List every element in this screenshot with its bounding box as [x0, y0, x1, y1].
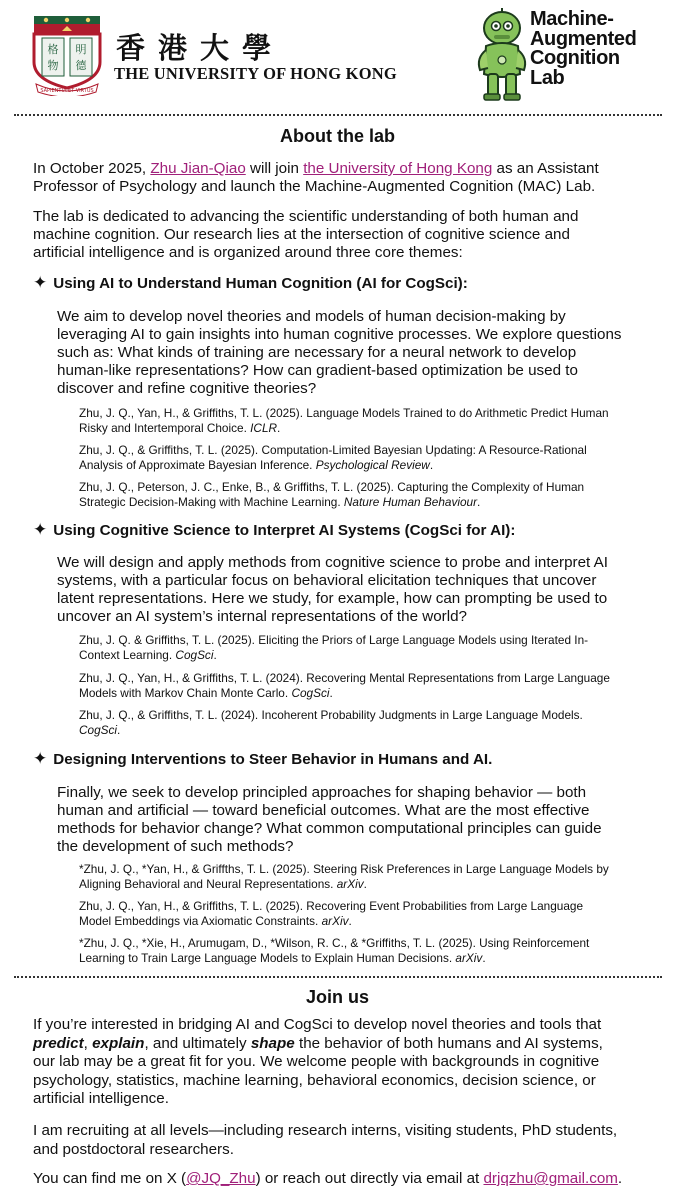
reference-venue: CogSci: [79, 723, 118, 738]
svg-text:SAPIENTIA ET VIRTUS: SAPIENTIA ET VIRTUS: [40, 88, 94, 94]
reference-line: Model Embeddings via Axiomatic Constraints.: [79, 914, 319, 929]
reference-line: Zhu, J. Q., & Griffiths, T. L. (2025). Computation-Limited Bayesian Updating: A Resource-Rational: [79, 443, 587, 457]
about-paragraph: [33, 208, 663, 262]
paragraph-line: We aim to develop novel theories and models of human decision-making by: [57, 308, 566, 325]
paragraph-line: the development of such methods?: [57, 838, 294, 855]
reference-line: Zhu, J. Q., & Griffiths, T. L. (2024). Incoherent Probability Judgments in Large Language Models.: [79, 708, 583, 722]
zhu-name-link[interactable]: Zhu Jian-Qiao: [150, 160, 246, 177]
lab-name-line: Lab: [530, 66, 565, 89]
star-icon: ✦: [33, 520, 48, 539]
paragraph-line: uncover an AI system’s internal representations of the world?: [57, 608, 468, 625]
theme-heading: [33, 750, 492, 769]
reference-venue: Psychological Review: [315, 458, 430, 473]
reference-line: Strategic Decision-Making with Machine Learning.: [79, 495, 341, 510]
svg-text:格: 格: [47, 43, 59, 56]
paragraph-line: methods for behavior change? What common computational principles can guide: [57, 820, 602, 837]
paragraph-line: artificial intelligence and is organized around three core themes:: [33, 244, 463, 261]
reference-line: Learning to Train Large Language Models to Explain Human Decisions.: [79, 951, 453, 966]
intro-text: Professor of Psychology and launch the Machine-Augmented Cognition (MAC) Lab.: [33, 178, 596, 195]
reference-venue: arXiv: [455, 951, 483, 966]
paragraph-line: machine cognition. Our research lies at the intersection of cognitive science and: [33, 226, 570, 243]
contact-line: [33, 1170, 663, 1188]
reference-item: Zhu, J. Q., Yan, H., & Griffiths, T. L. (2024). Recovering Mental Representations from Large Language Models with Markov Chain Monte Carlo. CogSci.: [79, 671, 654, 701]
reference-item: Zhu, J. Q., Peterson, J. C., Enke, B., & Griffiths, T. L. (2025). Capturing the Complexity of Human Strategic Decision-Making with Machine Learning. Nature Human Behaviour.: [79, 480, 654, 510]
lab-name-line: Machine-: [530, 8, 614, 30]
reference-venue: CogSci: [175, 648, 214, 663]
paragraph-line: Finally, we seek to develop principled approaches for shaping behavior — both: [57, 784, 587, 801]
reference-line: Zhu, J. Q. & Griffiths, T. L. (2025). Eliciting the Priors of Large Language Models using Iterated In-: [79, 633, 589, 647]
section-divider: [14, 976, 662, 978]
reference-item: Zhu, J. Q., & Griffiths, T. L. (2025). Computation-Limited Bayesian Updating: A Resource-Rational Analysis of Approximate Bayesian Inference. Psychological Review.: [79, 443, 654, 473]
reference-line: Risky and Intertemporal Choice.: [79, 421, 247, 436]
reference-line: *Zhu, J. Q., *Yan, H., & Griffths, T. L. (2025). Steering Risk Preferences in Large Language Models by: [79, 862, 609, 876]
reference-item: Zhu, J. Q., Yan, H., & Griffiths, T. L. (2025). Language Models Trained to do Arithmetic Predict Human Risky and Intertemporal Choice. ICLR.: [79, 406, 654, 436]
hku-english-name: THE UNIVERSITY OF HONG KONG: [114, 64, 397, 83]
paragraph-line: and postdoctoral researchers.: [33, 1140, 234, 1158]
reference-line: Analysis of Approximate Bayesian Inference.: [79, 458, 313, 473]
join-title: Join us: [305, 987, 369, 1007]
theme-heading: [33, 521, 515, 540]
theme-title: Designing Interventions to Steer Behavior in Humans and AI.: [53, 751, 493, 768]
hku-link[interactable]: the University of Hong Kong: [303, 160, 493, 177]
star-icon: ✦: [33, 273, 48, 292]
paragraph-line: psychology, statistics, machine learning, behavioral economics, decision science, or: [33, 1071, 596, 1089]
section-divider: [14, 114, 662, 116]
emphasis-word: predict: [33, 1034, 84, 1052]
paragraph-line: The lab is dedicated to advancing the scientific understanding of both human and: [33, 208, 579, 225]
emphasis-word: shape: [250, 1034, 295, 1052]
reference-venue: arXiv: [336, 877, 364, 892]
reference-item: Zhu, J. Q., Yan, H., & Griffiths, T. L. (2025). Recovering Event Probabilities from Large Language Model Embeddings via Axiomatic Constraints. arXiv.: [79, 899, 654, 929]
reference-line: Aligning Behavioral and Neural Representations.: [79, 877, 334, 892]
theme-title: Using Cognitive Science to Interpret AI Systems (CogSci for AI):: [53, 522, 516, 539]
about-intro: [33, 160, 663, 196]
reference-line: Zhu, J. Q., Yan, H., & Griffiths, T. L. (2025). Recovering Event Probabilities from Large Language: [79, 899, 584, 913]
emphasis-word: explain: [92, 1034, 145, 1052]
paragraph-line: our lab may be a great fit for you. We welcome people with backgrounds in cognitive: [33, 1053, 600, 1071]
paragraph-line: artificial intelligence.: [33, 1090, 169, 1108]
theme-heading: [33, 274, 468, 293]
contact-text: ) or reach out directly via email at: [255, 1170, 480, 1187]
contact-text: .: [617, 1170, 623, 1187]
reference-venue: Nature Human Behaviour: [343, 495, 478, 510]
hku-crest-logo: [32, 14, 102, 96]
paragraph-line: I am recruiting at all levels—including research interns, visiting students, PhD students,: [33, 1122, 618, 1139]
reference-line: Models with Markov Chain Monte Carlo.: [79, 686, 289, 701]
paragraph-line: latent representations. Here we study, for example, how can prompting be used to: [57, 590, 608, 607]
paragraph-line: human-like representations? How can gradient-based optimization be used to: [57, 362, 578, 379]
reference-line: Zhu, J. Q., Peterson, J. C., Enke, B., & Griffiths, T. L. (2025). Capturing the Complexity of Human: [79, 480, 585, 494]
paragraph-line: We will design and apply methods from cognitive science to probe and interpret AI: [57, 554, 608, 571]
paragraph-line: leveraging AI to gain insights into human cognitive processes. We explore questions: [57, 326, 622, 343]
reference-venue: arXiv: [321, 914, 349, 929]
svg-text:明: 明: [75, 43, 87, 56]
lab-name-line: Cognition: [530, 47, 620, 69]
join-paragraph: If you’re interested in bridging AI and CogSci to develop novel theories and tools that predict, explain, and ultimately shape the behavior of both humans and AI systems, our lab may be a great fit for you. We welcome people with backgrounds in cognitive psychology, statistics, machine learning, behavioral economics, decision science, or artificial intelligence.: [33, 1016, 663, 1109]
paragraph-line: discover and refine cognitive theories?: [57, 380, 317, 397]
reference-item: *Zhu, J. Q., *Xie, H., Arumugam, D., *Wilson, R. C., & *Griffiths, T. L. (2025). Using Reinforcement Learning to Train Large Language Models to Explain Human Decisions. arXiv.: [79, 936, 654, 966]
star-icon: ✦: [33, 749, 48, 768]
about-title: About the lab: [280, 126, 395, 146]
reference-venue: CogSci: [291, 686, 330, 701]
paragraph-text: , and ultimately: [144, 1034, 247, 1052]
reference-line: Zhu, J. Q., Yan, H., & Griffiths, T. L. (2025). Language Models Trained to do Arithmetic Predict Human: [79, 406, 609, 420]
paragraph-line: such as: What kinds of training are necessary for a neural network to develop: [57, 344, 577, 361]
theme-paragraph: [57, 784, 653, 856]
reference-item: Zhu, J. Q. & Griffiths, T. L. (2025). Eliciting the Priors of Large Language Models using Iterated In- Context Learning. CogSci.: [79, 633, 654, 663]
lab-name-line: Augmented: [530, 27, 637, 50]
email-link[interactable]: drjqzhu@gmail.com: [483, 1170, 618, 1187]
robot-logo-icon: [472, 8, 532, 102]
reference-item: Zhu, J. Q., & Griffiths, T. L. (2024). Incoherent Probability Judgments in Large Language Models. CogSci.: [79, 708, 654, 738]
paragraph-line: systems, with a particular focus on behavioral elicitation techniques that uncover: [57, 572, 597, 589]
reference-line: *Zhu, J. Q., *Xie, H., Arumugam, D., *Wilson, R. C., & *Griffiths, T. L. (2025). Using Reinforcement: [79, 936, 590, 950]
page-header: [0, 0, 675, 108]
paragraph-text: the behavior of both humans and AI systems,: [298, 1034, 603, 1052]
lab-name: [530, 10, 636, 88]
theme-title: Using AI to Understand Human Cognition (AI for CogSci):: [53, 275, 468, 292]
hku-chinese-name: 香港大學: [116, 31, 285, 65]
reference-line: Context Learning.: [79, 648, 173, 663]
paragraph-line: human and artificial — toward beneficial outcomes. What are the most effective: [57, 802, 590, 819]
reference-item: *Zhu, J. Q., *Yan, H., & Griffths, T. L. (2025). Steering Risk Preferences in Large Language Models by Aligning Behavioral and Neural Representations. arXiv.: [79, 862, 654, 892]
theme-paragraph: [57, 554, 653, 626]
intro-text: as an Assistant: [496, 160, 599, 177]
paragraph-line: If you’re interested in bridging AI and CogSci to develop novel theories and tools that: [33, 1016, 602, 1033]
recruiting-paragraph: [33, 1122, 663, 1159]
reference-line: Zhu, J. Q., Yan, H., & Griffiths, T. L. (2024). Recovering Mental Representations from Large Language: [79, 671, 610, 685]
svg-text:德: 德: [75, 59, 87, 72]
intro-text: In October 2025,: [33, 160, 147, 177]
intro-text: will join: [250, 160, 299, 177]
theme-paragraph: [57, 308, 653, 398]
svg-text:物: 物: [47, 59, 59, 72]
x-handle-link[interactable]: @JQ_Zhu: [186, 1170, 256, 1187]
contact-text: You can find me on X (: [33, 1170, 187, 1187]
reference-venue: ICLR: [250, 421, 278, 436]
